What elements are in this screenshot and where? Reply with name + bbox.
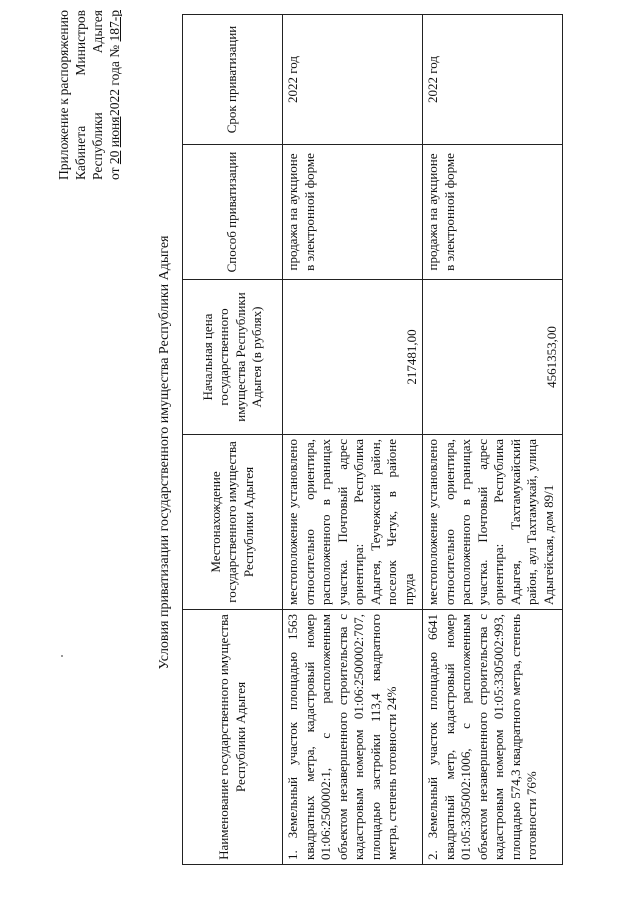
table-row xyxy=(283,15,423,865)
cell-term: 2022 год xyxy=(283,15,423,145)
appendix-word: распоряжению xyxy=(56,10,71,96)
document-title: Условия приватизации государственного имущества Республики Адыгея xyxy=(157,235,172,670)
header-method: Способ приватизации xyxy=(183,145,283,280)
cell-price: 4561353,00 xyxy=(423,280,563,435)
appendix-line-1 xyxy=(55,10,72,180)
appendix-word: Кабинета xyxy=(73,125,88,180)
date-year: 2022 года № xyxy=(107,44,122,116)
cell-method: продажа на аукционе в электронной форме xyxy=(423,145,563,280)
cell-location: местоположение установлено относительно ориентира, расположенного в границах участка. Почтовый адрес ориентира: Республика Адыгея, Теучежский район, поселок Четук, в районе пруда xyxy=(283,435,423,610)
appendix-word: Адыгея xyxy=(90,10,105,54)
appendix-number xyxy=(106,10,123,116)
appendix-word: Министров xyxy=(73,10,88,76)
appendix-block xyxy=(55,10,123,180)
order-number: 187-р xyxy=(107,10,122,42)
header-name: Наименование государственного имущества Республики Адыгея xyxy=(183,610,283,865)
cell-name: 1. Земельный участок площадью 1563 квадратных метра, кадастровый номер 01:06:2500002:1, с расположенным объектом незавершенного строительства с кадастровым номером 01:06:2500002:707, площадью застройки 113,4 квадратного метра, степень готовности 24% xyxy=(283,610,423,865)
appendix-line-2 xyxy=(72,10,89,180)
appendix-word: Республики xyxy=(90,112,105,180)
date-day: 20 xyxy=(107,150,122,165)
table-row xyxy=(423,15,563,865)
cell-method: продажа на аукционе в электронной форме xyxy=(283,145,423,280)
appendix-word: к xyxy=(56,98,71,105)
privatization-table xyxy=(182,14,563,865)
appendix-line-3 xyxy=(89,10,106,180)
scan-artifact xyxy=(61,655,63,657)
cell-price: 217481,00 xyxy=(283,280,423,435)
appendix-word: Приложение xyxy=(56,107,71,180)
appendix-date xyxy=(106,117,123,180)
date-prefix: от xyxy=(107,167,122,180)
header-term: Срок приватизации xyxy=(183,15,283,145)
cell-term: 2022 год xyxy=(423,15,563,145)
table-header-row xyxy=(183,15,283,865)
cell-location: местоположение установлено относительно ориентира, расположенного в границах участка. Почтовый адрес ориентира: Республика Адыгея, Тахтамукайский район, аул Тахтамукай, улица Адыгейская, дом 89/1 xyxy=(423,435,563,610)
date-month: июня xyxy=(107,116,122,148)
appendix-date-line xyxy=(106,10,123,180)
cell-name: 2. Земельный участок площадью 6641 квадратный метр, кадастровый номер 01:05:3305002:1006, с расположенным объектом незавершенного строительства с кадастровым номером 01:05:3305002:993, площадью 574,3 квадратного метра, степень готовности 76% xyxy=(423,610,563,865)
header-price: Начальная цена государственного имущества Республики Адыгея (в рублях) xyxy=(183,280,283,435)
header-location: Местонахождение государственного имущества Республики Адыгея xyxy=(183,435,283,610)
